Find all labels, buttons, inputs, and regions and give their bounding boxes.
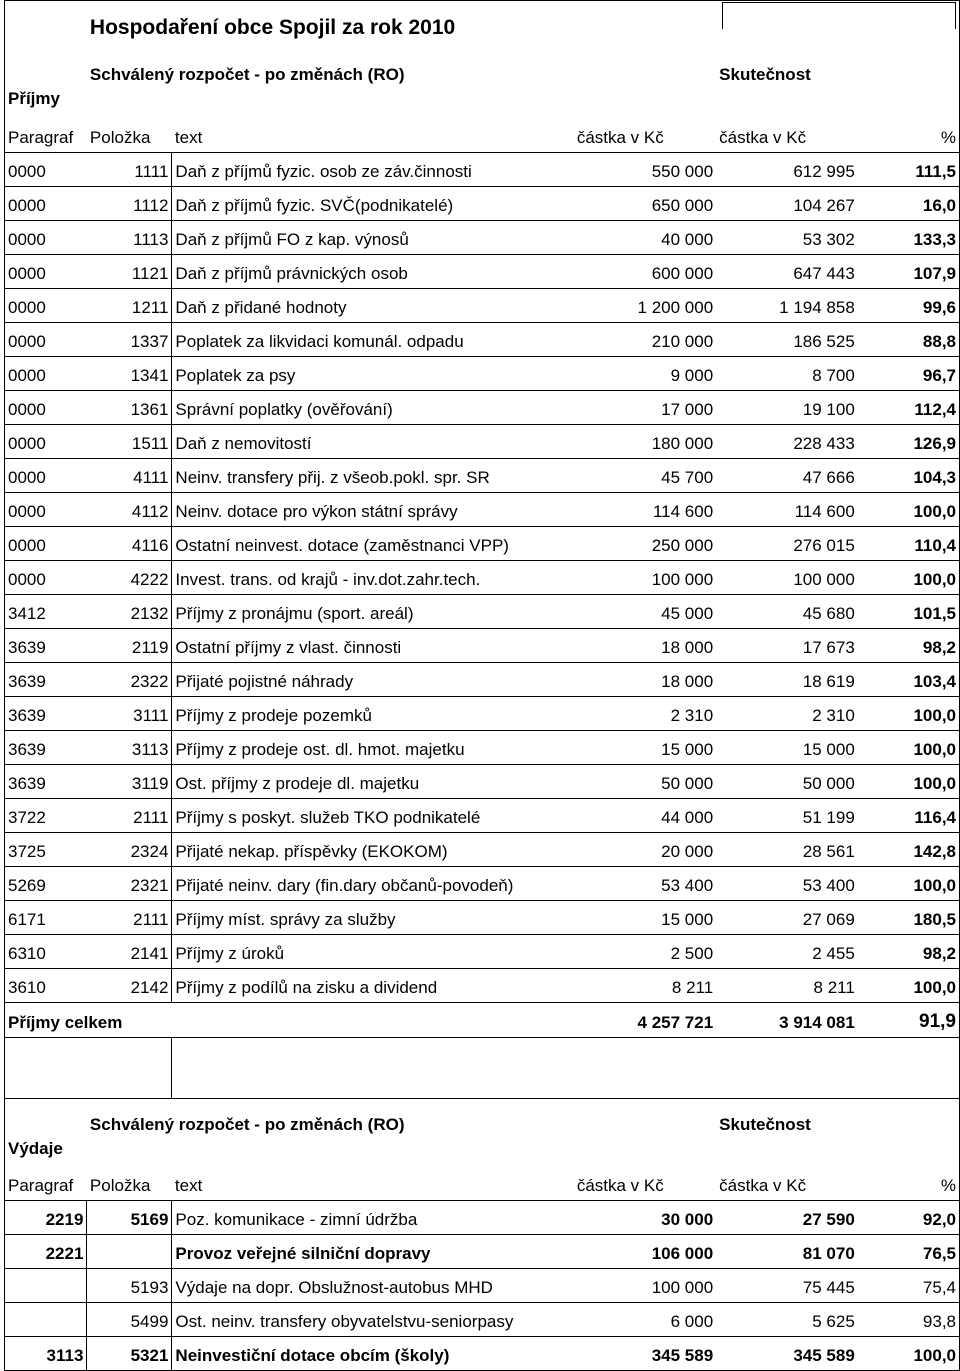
cell-text: Neinv. transfery přij. z všeob.pokl. spr. SR: [172, 459, 574, 493]
income-budget-label: Schválený rozpočet - po změnách (RO): [89, 65, 405, 84]
cell-percent: 96,7: [858, 357, 960, 391]
cell-percent: 100,0: [858, 561, 960, 595]
cell-paragraf: 0000: [5, 425, 87, 459]
table-row: [5, 935, 960, 969]
cell-paragraf: 0000: [5, 561, 87, 595]
cell-percent: 100,0: [858, 493, 960, 527]
expense-actual-label: Skutečnost: [719, 1115, 811, 1134]
cell-text: Přijaté nekap. příspěvky (EKOKOM): [172, 833, 574, 867]
income-section-label: Příjmy: [5, 89, 87, 119]
cell-budget: 2 310: [574, 697, 716, 731]
cell-polozka: 4222: [87, 561, 172, 595]
cell-polozka: 2119: [87, 629, 172, 663]
cell-text: Ostatní neinvest. dotace (zaměstnanci VPP): [172, 527, 574, 561]
table-row: [5, 425, 960, 459]
income-header-row: [5, 119, 960, 153]
page-title: Hospodaření obce Spojil za rok 2010: [89, 16, 456, 39]
cell-actual: 100 000: [716, 561, 858, 595]
cell-text: Daň z nemovitostí: [172, 425, 574, 459]
cell-polozka: 2324: [87, 833, 172, 867]
cell-budget: 15 000: [574, 901, 716, 935]
cell-polozka: 3119: [87, 765, 172, 799]
cell-percent: 93,8: [858, 1303, 960, 1337]
cell-text: Příjmy z pronájmu (sport. areál): [172, 595, 574, 629]
cell-percent: 104,3: [858, 459, 960, 493]
col-paragraf: Paragraf: [5, 1167, 87, 1201]
cell-polozka: 1112: [87, 187, 172, 221]
table-row: [5, 969, 960, 1003]
cell-polozka: 3111: [87, 697, 172, 731]
cell-percent: 98,2: [858, 629, 960, 663]
cell-text: Poplatek za likvidaci komunál. odpadu: [172, 323, 574, 357]
cell-text: Výdaje na dopr. Obslužnost-autobus MHD: [172, 1269, 574, 1303]
cell-budget: 180 000: [574, 425, 716, 459]
cell-budget: 45 700: [574, 459, 716, 493]
expense-header-row: [5, 1167, 960, 1201]
cell-polozka: 5499: [87, 1303, 172, 1337]
table-row: [5, 391, 960, 425]
cell-text: Ost. příjmy z prodeje dl. majetku: [172, 765, 574, 799]
cell-text: Daň z přidané hodnoty: [172, 289, 574, 323]
cell-percent: 126,9: [858, 425, 960, 459]
cell-percent: 180,5: [858, 901, 960, 935]
cell-paragraf: 0000: [5, 493, 87, 527]
cell-paragraf: 3412: [5, 595, 87, 629]
cell-actual: 345 589: [716, 1337, 858, 1371]
cell-paragraf: 0000: [5, 187, 87, 221]
cell-budget: 17 000: [574, 391, 716, 425]
cell-paragraf: 0000: [5, 391, 87, 425]
cell-budget: 20 000: [574, 833, 716, 867]
cell-actual: 50 000: [716, 765, 858, 799]
cell-text: Příjmy míst. správy za služby: [172, 901, 574, 935]
cell-text: Poplatek za psy: [172, 357, 574, 391]
table-row: [5, 153, 960, 187]
table-row: [5, 255, 960, 289]
cell-budget: 40 000: [574, 221, 716, 255]
cell-budget: 100 000: [574, 561, 716, 595]
cell-polozka: 1211: [87, 289, 172, 323]
cell-polozka: 4111: [87, 459, 172, 493]
cell-text: Přijaté pojistné náhrady: [172, 663, 574, 697]
cell-polozka: 1337: [87, 323, 172, 357]
cell-text: Daň z příjmů fyzic. SVČ(podnikatelé): [172, 187, 574, 221]
table-row: [5, 833, 960, 867]
table-row: [5, 731, 960, 765]
cell-budget: 345 589: [574, 1337, 716, 1371]
total-percent: 91,9: [858, 1003, 960, 1038]
cell-text: Daň z příjmů právnických osob: [172, 255, 574, 289]
cell-polozka: 2111: [87, 901, 172, 935]
cell-paragraf: 0000: [5, 153, 87, 187]
cell-percent: 101,5: [858, 595, 960, 629]
cell-percent: 76,5: [858, 1235, 960, 1269]
cell-polozka: 5193: [87, 1269, 172, 1303]
cell-percent: 88,8: [858, 323, 960, 357]
table-row: [5, 323, 960, 357]
cell-paragraf: 3639: [5, 663, 87, 697]
cell-budget: 30 000: [574, 1201, 716, 1235]
cell-polozka: 5321: [87, 1337, 172, 1371]
cell-actual: 2 310: [716, 697, 858, 731]
cell-text: Poz. komunikace - zimní údržba: [172, 1201, 574, 1235]
cell-polozka: 2141: [87, 935, 172, 969]
income-table: [4, 0, 960, 1371]
budget-sheet: [4, 0, 960, 1371]
cell-paragraf: 0000: [5, 255, 87, 289]
cell-polozka: 2321: [87, 867, 172, 901]
income-total-row: [5, 1003, 960, 1038]
cell-paragraf: 3639: [5, 629, 87, 663]
cell-actual: 612 995: [716, 153, 858, 187]
cell-percent: 100,0: [858, 697, 960, 731]
cell-polozka: 2132: [87, 595, 172, 629]
col-polozka: Položka: [87, 119, 172, 153]
cell-paragraf: 0000: [5, 289, 87, 323]
cell-paragraf: 3725: [5, 833, 87, 867]
cell-polozka: 1511: [87, 425, 172, 459]
cell-budget: 210 000: [574, 323, 716, 357]
cell-paragraf: 3639: [5, 697, 87, 731]
cell-text: Ostatní příjmy z vlast. činnosti: [172, 629, 574, 663]
cell-paragraf: 0000: [5, 323, 87, 357]
cell-actual: 8 211: [716, 969, 858, 1003]
cell-paragraf: [5, 1269, 87, 1303]
cell-budget: 2 500: [574, 935, 716, 969]
cell-text: Daň z příjmů fyzic. osob ze záv.činnosti: [172, 153, 574, 187]
cell-actual: 1 194 858: [716, 289, 858, 323]
cell-paragraf: 0000: [5, 357, 87, 391]
cell-text: Daň z příjmů FO z kap. výnosů: [172, 221, 574, 255]
cell-percent: 16,0: [858, 187, 960, 221]
cell-budget: 600 000: [574, 255, 716, 289]
col-percent: %: [858, 1167, 960, 1201]
cell-actual: 647 443: [716, 255, 858, 289]
table-row: [5, 1337, 960, 1371]
table-row: [5, 1303, 960, 1337]
table-row: [5, 561, 960, 595]
table-row: [5, 867, 960, 901]
table-row: [5, 187, 960, 221]
table-row: [5, 595, 960, 629]
cell-percent: 110,4: [858, 527, 960, 561]
table-row: [5, 1235, 960, 1269]
cell-paragraf: 3722: [5, 799, 87, 833]
cell-percent: 75,4: [858, 1269, 960, 1303]
cell-budget: 18 000: [574, 629, 716, 663]
cell-polozka: [87, 1235, 172, 1269]
cell-actual: 186 525: [716, 323, 858, 357]
cell-budget: 1 200 000: [574, 289, 716, 323]
income-actual-label: Skutečnost: [719, 65, 811, 84]
cell-percent: 98,2: [858, 935, 960, 969]
cell-text: Příjmy z podílů na zisku a dividend: [172, 969, 574, 1003]
cell-percent: 133,3: [858, 221, 960, 255]
col-polozka: Položka: [87, 1167, 172, 1201]
cell-actual: 15 000: [716, 731, 858, 765]
col-actual-amount: částka v Kč: [716, 119, 858, 153]
cell-actual: 17 673: [716, 629, 858, 663]
cell-polozka: 4112: [87, 493, 172, 527]
table-row: [5, 1269, 960, 1303]
cell-paragraf: 0000: [5, 459, 87, 493]
cell-text: Příjmy z úroků: [172, 935, 574, 969]
cell-percent: 100,0: [858, 969, 960, 1003]
cell-actual: 5 625: [716, 1303, 858, 1337]
cell-text: Invest. trans. od krajů - inv.dot.zahr.tech.: [172, 561, 574, 595]
cell-paragraf: 3639: [5, 765, 87, 799]
cell-budget: 50 000: [574, 765, 716, 799]
cell-budget: 250 000: [574, 527, 716, 561]
cell-budget: 550 000: [574, 153, 716, 187]
cell-actual: 81 070: [716, 1235, 858, 1269]
col-text: text: [172, 1167, 574, 1201]
cell-actual: 53 302: [716, 221, 858, 255]
cell-percent: 107,9: [858, 255, 960, 289]
cell-paragraf: 0000: [5, 221, 87, 255]
cell-budget: 53 400: [574, 867, 716, 901]
cell-polozka: 3113: [87, 731, 172, 765]
col-text: text: [172, 119, 574, 153]
cell-budget: 106 000: [574, 1235, 716, 1269]
cell-budget: 8 211: [574, 969, 716, 1003]
cell-paragraf: 3639: [5, 731, 87, 765]
table-row: [5, 221, 960, 255]
cell-actual: 27 590: [716, 1201, 858, 1235]
cell-text: Příjmy z prodeje pozemků: [172, 697, 574, 731]
cell-budget: 100 000: [574, 1269, 716, 1303]
cell-text: Provoz veřejné silniční dopravy: [172, 1235, 574, 1269]
cell-actual: 19 100: [716, 391, 858, 425]
cell-actual: 28 561: [716, 833, 858, 867]
table-row: [5, 357, 960, 391]
cell-percent: 99,6: [858, 289, 960, 323]
total-label: Příjmy celkem: [5, 1003, 574, 1038]
cell-budget: 45 000: [574, 595, 716, 629]
cell-budget: 650 000: [574, 187, 716, 221]
cell-budget: 15 000: [574, 731, 716, 765]
cell-percent: 116,4: [858, 799, 960, 833]
expense-budget-label: Schválený rozpočet - po změnách (RO): [89, 1115, 405, 1134]
col-percent: %: [858, 119, 960, 153]
cell-actual: 18 619: [716, 663, 858, 697]
table-row: [5, 663, 960, 697]
cell-polozka: 1121: [87, 255, 172, 289]
cell-text: Příjmy s poskyt. služeb TKO podnikatelé: [172, 799, 574, 833]
cell-actual: 228 433: [716, 425, 858, 459]
cell-actual: 51 199: [716, 799, 858, 833]
cell-paragraf: 3113: [5, 1337, 87, 1371]
cell-percent: 100,0: [858, 765, 960, 799]
cell-text: Správní poplatky (ověřování): [172, 391, 574, 425]
cell-polozka: 1361: [87, 391, 172, 425]
cell-text: Příjmy z prodeje ost. dl. hmot. majetku: [172, 731, 574, 765]
cell-percent: 92,0: [858, 1201, 960, 1235]
cell-percent: 100,0: [858, 1337, 960, 1371]
cell-paragraf: 2219: [5, 1201, 87, 1235]
expense-section-label: Výdaje: [5, 1139, 87, 1167]
cell-actual: 104 267: [716, 187, 858, 221]
cell-paragraf: [5, 1303, 87, 1337]
cell-polozka: 4116: [87, 527, 172, 561]
cell-percent: 100,0: [858, 867, 960, 901]
cell-paragraf: 6171: [5, 901, 87, 935]
cell-actual: 53 400: [716, 867, 858, 901]
col-budget-amount: částka v Kč: [574, 1167, 716, 1201]
cell-paragraf: 5269: [5, 867, 87, 901]
cell-polozka: 1113: [87, 221, 172, 255]
cell-budget: 18 000: [574, 663, 716, 697]
cell-actual: 75 445: [716, 1269, 858, 1303]
cell-actual: 276 015: [716, 527, 858, 561]
cell-text: Přijaté neinv. dary (fin.dary občanů-povodeň): [172, 867, 574, 901]
cell-paragraf: 6310: [5, 935, 87, 969]
cell-polozka: 2322: [87, 663, 172, 697]
cell-percent: 142,8: [858, 833, 960, 867]
cell-paragraf: 3610: [5, 969, 87, 1003]
cell-polozka: 5169: [87, 1201, 172, 1235]
cell-text: Ost. neinv. transfery obyvatelstvu-seniorpasy: [172, 1303, 574, 1337]
table-row: [5, 697, 960, 731]
cell-budget: 114 600: [574, 493, 716, 527]
table-row: [5, 1201, 960, 1235]
cell-percent: 103,4: [858, 663, 960, 697]
cell-actual: 2 455: [716, 935, 858, 969]
table-row: [5, 527, 960, 561]
table-row: [5, 289, 960, 323]
table-row: [5, 901, 960, 935]
cell-budget: 6 000: [574, 1303, 716, 1337]
cell-budget: 9 000: [574, 357, 716, 391]
cell-polozka: 2111: [87, 799, 172, 833]
cell-actual: 114 600: [716, 493, 858, 527]
total-actual: 3 914 081: [716, 1003, 858, 1038]
cell-text: Neinv. dotace pro výkon státní správy: [172, 493, 574, 527]
cell-percent: 111,5: [858, 153, 960, 187]
total-budget: 4 257 721: [574, 1003, 716, 1038]
cell-paragraf: 0000: [5, 527, 87, 561]
cell-polozka: 1111: [87, 153, 172, 187]
cell-budget: 44 000: [574, 799, 716, 833]
cell-text: Neinvestiční dotace obcím (školy): [172, 1337, 574, 1371]
table-row: [5, 765, 960, 799]
table-row: [5, 629, 960, 663]
col-paragraf: Paragraf: [5, 119, 87, 153]
col-actual-amount: částka v Kč: [716, 1167, 858, 1201]
cell-percent: 100,0: [858, 731, 960, 765]
cell-actual: 27 069: [716, 901, 858, 935]
cell-polozka: 2142: [87, 969, 172, 1003]
cell-polozka: 1341: [87, 357, 172, 391]
cell-actual: 8 700: [716, 357, 858, 391]
col-budget-amount: částka v Kč: [574, 119, 716, 153]
cell-paragraf: 2221: [5, 1235, 87, 1269]
cell-actual: 45 680: [716, 595, 858, 629]
table-row: [5, 493, 960, 527]
table-row: [5, 799, 960, 833]
table-row: [5, 459, 960, 493]
cell-percent: 112,4: [858, 391, 960, 425]
cell-actual: 47 666: [716, 459, 858, 493]
